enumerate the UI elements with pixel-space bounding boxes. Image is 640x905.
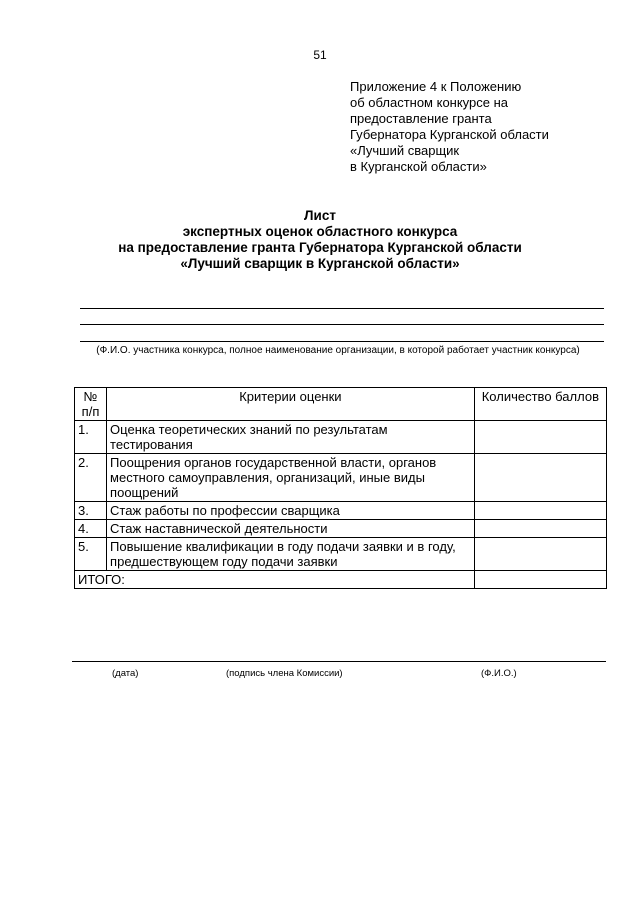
row-points (474, 502, 606, 520)
row-num: 5. (75, 538, 107, 571)
header-points: Количество баллов (474, 388, 606, 421)
appendix-line: об областном конкурсе на (350, 95, 509, 110)
row-points (474, 538, 606, 571)
table-total-row (75, 571, 607, 589)
appendix-line: «Лучший сварщик (350, 143, 460, 158)
table-row (75, 520, 607, 538)
table-row (75, 538, 607, 571)
name-label: (Ф.И.О.) (481, 668, 517, 679)
title-line: Лист (304, 208, 336, 223)
row-points (474, 520, 606, 538)
row-criteria: Стаж работы по профессии сварщика (107, 502, 475, 520)
table-row (75, 454, 607, 502)
participant-caption: (Ф.И.О. участника конкурса, полное наименование организации, в которой работает участник конкурса) (96, 345, 580, 356)
appendix-line: в Курганской области» (350, 159, 487, 174)
header-num: № п/п (75, 388, 107, 421)
page-number: 51 (313, 48, 327, 62)
row-num: 4. (75, 520, 107, 538)
total-label: ИТОГО: (75, 571, 475, 589)
document-title (0, 208, 640, 272)
row-criteria: Стаж наставнической деятельности (107, 520, 475, 538)
signature-line (72, 661, 606, 662)
appendix-line: предоставление гранта (350, 111, 492, 126)
participant-fill-line (80, 341, 604, 342)
participant-fill-line (80, 324, 604, 325)
title-line: «Лучший сварщик в Курганской области» (180, 256, 460, 271)
table-row (75, 421, 607, 454)
row-points (474, 421, 606, 454)
title-line: на предоставление гранта Губернатора Курганской области (118, 240, 522, 255)
signature-label: (подпись члена Комиссии) (226, 668, 343, 679)
total-value (474, 571, 606, 589)
table-header-row (75, 388, 607, 421)
table-row (75, 502, 607, 520)
date-label: (дата) (112, 668, 139, 679)
title-line: экспертных оценок областного конкурса (182, 224, 458, 239)
row-criteria: Повышение квалификации в году подачи заявки и в году, предшествующем году подачи заявки (107, 538, 475, 571)
header-criteria: Критерии оценки (107, 388, 475, 421)
evaluation-table (74, 387, 607, 589)
row-num: 1. (75, 421, 107, 454)
appendix-line: Губернатора Курганской области (350, 127, 549, 142)
row-criteria: Поощрения органов государственной власти, органов местного самоуправления, организаций, иные виды поощрений (107, 454, 475, 502)
appendix-line: Приложение 4 к Положению (350, 79, 522, 94)
row-num: 2. (75, 454, 107, 502)
row-points (474, 454, 606, 502)
participant-fill-line (80, 308, 604, 309)
row-num: 3. (75, 502, 107, 520)
row-criteria: Оценка теоретических знаний по результатам тестирования (107, 421, 475, 454)
appendix-note (350, 79, 630, 175)
